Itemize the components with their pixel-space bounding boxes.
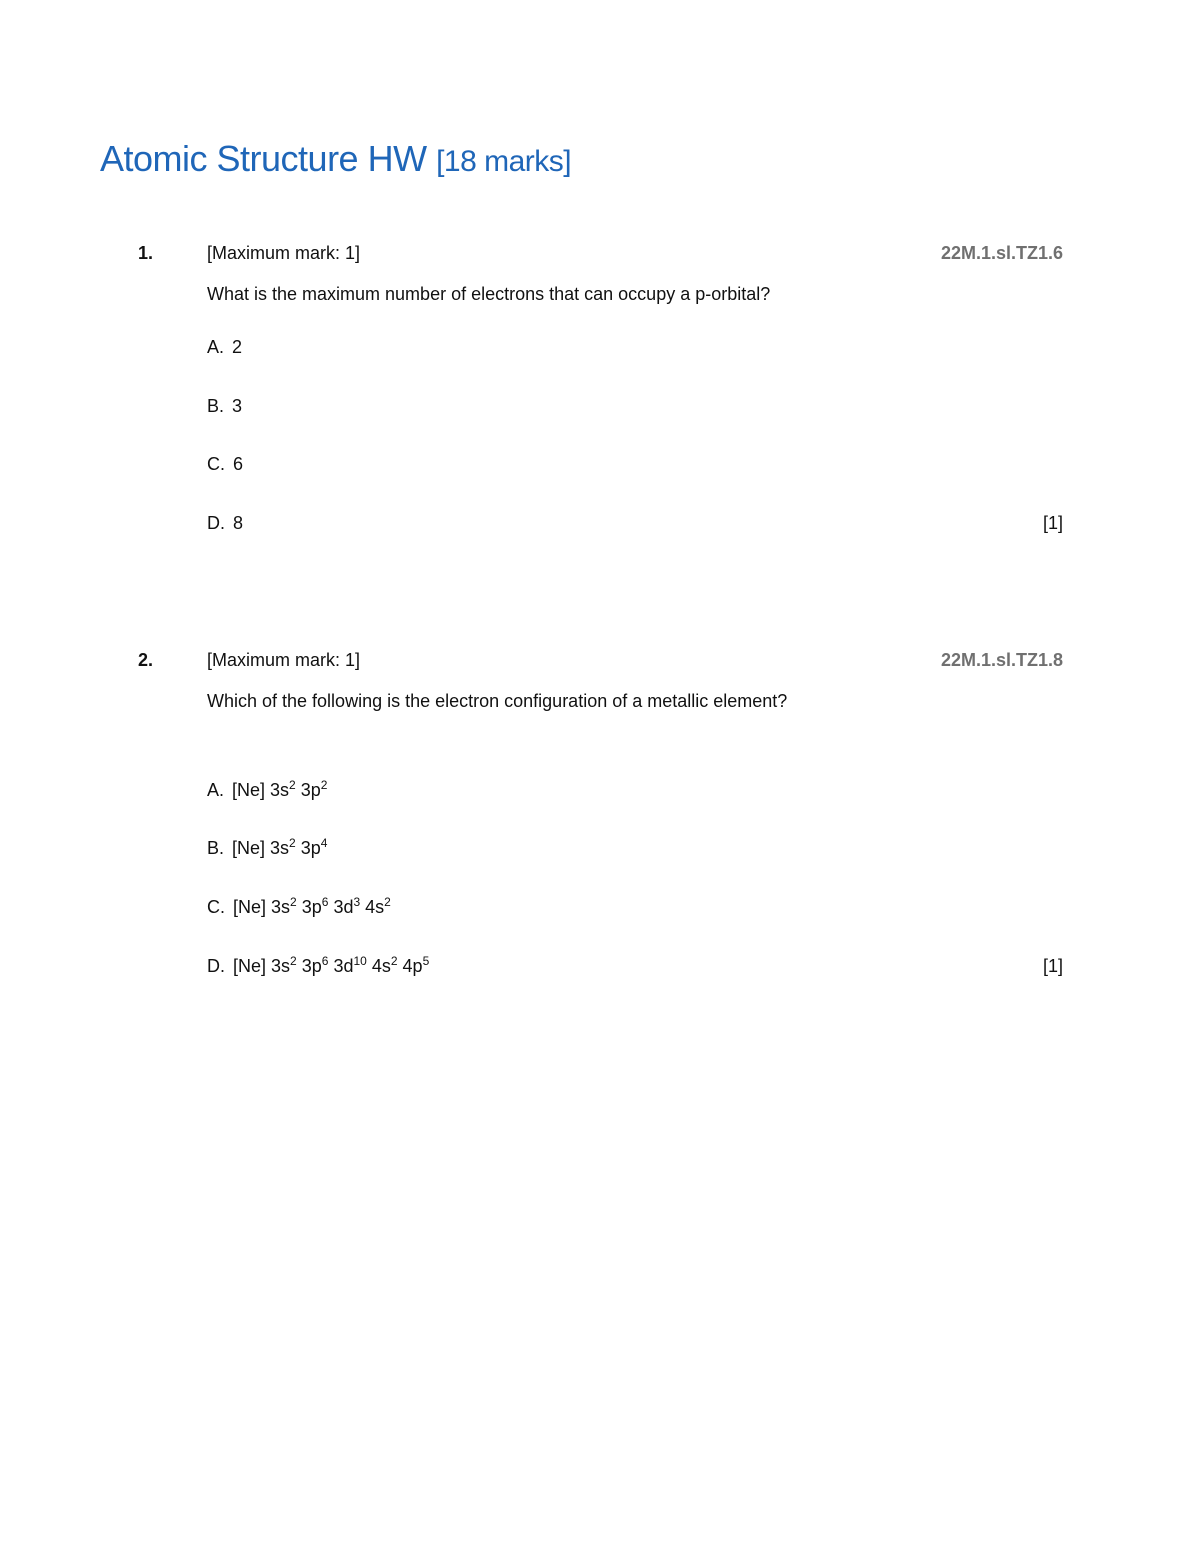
question-mark: [1] [1042, 513, 1063, 533]
question-text: What is the maximum number of electrons that can occupy a p-orbital? [207, 284, 771, 304]
question-number: 2. [138, 650, 154, 670]
option-a [207, 337, 242, 358]
option-a [207, 780, 327, 801]
option-letter: D. [207, 956, 225, 976]
option-value: [Ne] $3s^2$ $3p^6$ $3d^3$ $4s^2$ [233, 895, 391, 917]
title-marks: [18 marks] [436, 145, 572, 178]
option-letter: B. [207, 838, 225, 858]
option-c [207, 454, 243, 475]
option-value: 6 [233, 454, 244, 474]
question-reference: 22M.1.sl.TZ1.8 [940, 650, 1063, 670]
option-d [207, 956, 429, 977]
option-letter: A. [207, 780, 225, 800]
option-letter: A. [207, 337, 225, 357]
question-text: Which of the following is the electron configuration of a metallic element? [207, 691, 788, 711]
option-value: 2 [232, 337, 243, 357]
option-letter: C. [207, 897, 225, 917]
option-value: [Ne] $3s^2$ $3p^6$ $3d^{10}$ $4s^2$ $4p^5$ [233, 954, 430, 976]
question-reference: 22M.1.sl.TZ1.6 [940, 243, 1063, 263]
option-value: 8 [233, 513, 244, 533]
option-d [207, 513, 243, 534]
option-b [207, 396, 242, 417]
option-value: 3 [232, 396, 243, 416]
option-letter: B. [207, 396, 225, 416]
option-value: [Ne] $3s^2$ $3p^2$ [232, 778, 328, 800]
question-number: 1. [138, 243, 154, 263]
page-title [100, 138, 571, 180]
title-main: Atomic Structure HW [100, 138, 427, 179]
option-letter: C. [207, 454, 225, 474]
max-mark-label: [Maximum mark: 1] [207, 243, 361, 263]
option-letter: D. [207, 513, 225, 533]
option-b [207, 838, 327, 859]
max-mark-label: [Maximum mark: 1] [207, 650, 361, 670]
option-value: [Ne] $3s^2$ $3p^4$ [232, 836, 328, 858]
question-mark: [1] [1042, 956, 1063, 976]
option-c [207, 897, 391, 918]
